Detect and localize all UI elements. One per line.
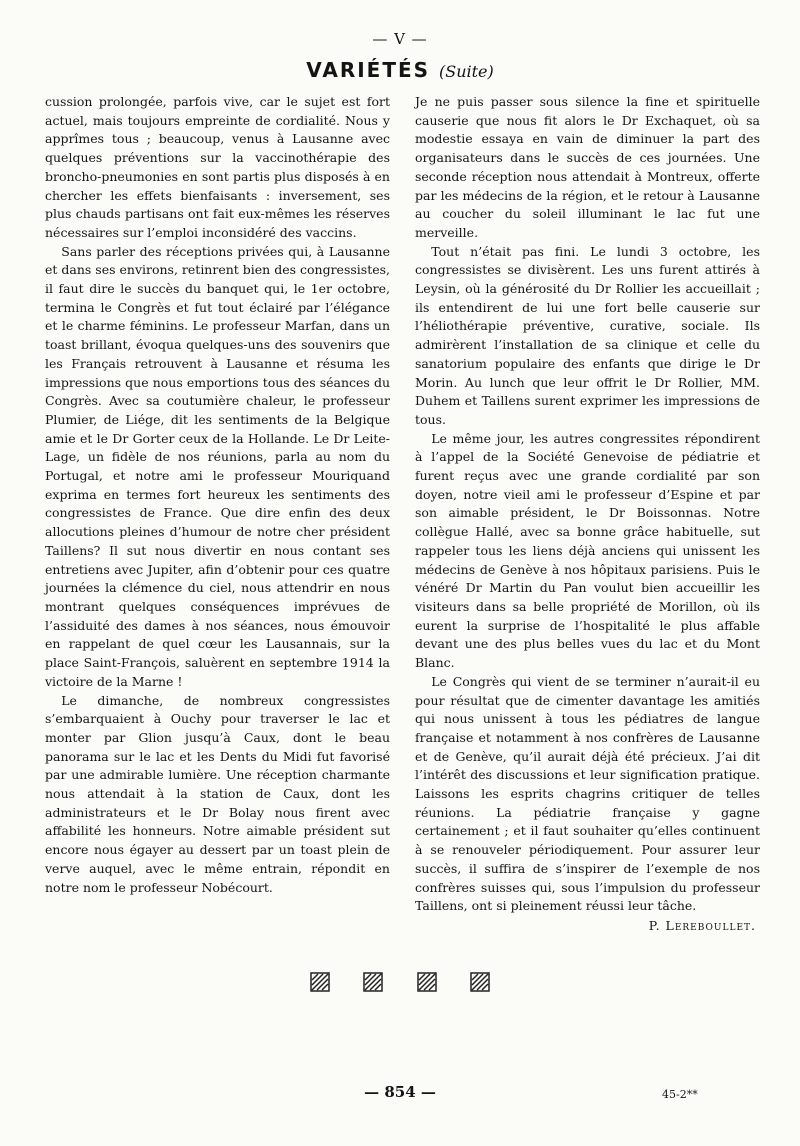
paragraph: Sans parler des réceptions privées qui, à Lausanne et dans ses environs, retinrent bien des congressistes, il faut dire le succès du banquet qui, le 1er octobre, termina le Congrès et fut tout éclairé par l’élégance et le charme féminins. Le professeur Marfan, dans un toast brillant, évoqua quelques-uns des souvenirs que les Français retrouvent à Lausanne et résuma les impressions que nous emportions tous des séances du Congrès. Avec sa coutumière chaleur, le professeur Plumier, de Liége, dit les sentiments de la Belgique amie et le Dr Gorter ceux de la Hollande. Le Dr Leite-Lage, un fidèle de nos réunions, parla au nom du Portugal, et notre ami le professeur Mouriquand exprima en termes fort heureux les sentiments des congressistes de France. Que dire enfin des deux allocutions pleines d’humour de notre cher président Taillens? Il sut nous divertir en nous contant ses entretiens avec Jupiter, afin d’obtenir pour ces quatre journées la clémence du ciel, nous attendrir en nous montrant quelques conséquences imprévues de l’assiduité des dames à nos séances, nous émouvoir en rappelant de quel cœur les Lausannais, sur la place Saint-François, saluèrent en septembre 1914 la victoire de la Marne !: [45, 243, 390, 689]
section-title: [0, 58, 800, 82]
page-folio: — 854 —: [364, 1083, 436, 1101]
ornament-icon: [470, 972, 490, 992]
print-signature-mark: 45-2**: [662, 1088, 698, 1101]
paragraph: cussion prolongée, parfois vive, car le sujet est fort actuel, mais toujours empreinte de cordialité. Nous y apprîmes tous ; beaucoup, venus à Lausanne avec quelques préventions sur la vaccinothérapie des broncho-pneumonies en sont partis plus disposés à en chercher les effets bienfaisants : inversement, ses plus chauds partisans ont fait eux-mêmes les réserves nécessaires sur l’emploi inconsidéré des vaccins.: [45, 94, 390, 240]
author-signature: P. Lereboullet.: [648, 917, 756, 933]
section-title-text: VARIÉTÉS: [306, 58, 431, 82]
paragraph: Le même jour, les autres congressites répondirent à l’appel de la Société Genevoise de pédiatrie et furent reçus avec une grande cordialité par son doyen, notre vieil ami le professeur d’Espine et par son aimable président, le Dr Boissonnas. Notre collègue Hallé, avec sa bonne grâce habituelle, sut rappeler tous les liens déjà anciens qui unissent les médecins de Genève à nos hôpitaux parisiens. Puis le vénéré Dr Martin du Pan voulut bien accueillir les visiteurs dans sa belle propriété de Morillon, où ils eurent la surprise de l’hospitalité le plus affable devant une des plus belles vues du lac et du Mont Blanc.: [415, 430, 760, 671]
ornament-icon: [363, 972, 383, 992]
header-page-number: — V —: [372, 30, 428, 48]
paragraph: Je ne puis passer sous silence la fine et spirituelle causerie que nous fit alors le Dr Exchaquet, où sa modestie essaya en vain de diminuer la part des organisateurs dans le succès de ces journées. Une seconde réception nous attendait à Montreux, offerte par les médecins de la région, et le retour à Lausanne au coucher du soleil illuminant le lac fut une merveille.: [415, 94, 760, 240]
paragraph: Tout n’était pas fini. Le lundi 3 octobre, les congressistes se divisèrent. Les uns furent attirés à Leysin, où la générosité du Dr Rollier les accueillait ; ils entendirent de lui une fort belle causerie sur l’héliothérapie préventive, curative, sociale. Ils admirèrent l’installation de sa clinique et celle du sanatorium populaire des enfants que dirige le Dr Morin. Au lunch que leur offrit le Dr Rollier, MM. Duhem et Taillens surent exprimer les impressions de tous.: [415, 243, 760, 427]
ornament-icon: [417, 972, 437, 992]
section-title-suffix: (Suite): [439, 62, 494, 81]
ornament-row: [310, 972, 490, 992]
left-column: [45, 93, 390, 897]
paragraph: Le Congrès qui vient de se terminer n’aurait-il eu pour résultat que de cimenter davantage les amitiés qui nous unissent à tous les pédiatres de langue française et notamment à nos confrères de Lausanne et de Genève, qu’il aurait déjà été précieux. J’ai dit l’intérêt des discussions et leur signification pratique. Laissons les esprits chagrins critiquer de telles réunions. La pédiatrie française y gagne certainement ; et il faut souhaiter qu’elles continuent à se renouveler périodiquement. Pour assurer leur succès, il suffira de s’inspirer de l’exemple de nos confrères suisses qui, sous l’impulsion du professeur Taillens, ont si pleinement réussi leur tâche.: [415, 673, 760, 914]
ornament-icon: [310, 972, 330, 992]
paragraph: Le dimanche, de nombreux congressistes s’embarquaient à Ouchy pour traverser le lac et monter par Glion jusqu’à Caux, dont le beau panorama sur le lac et les Dents du Midi fut favorisé par une admirable lumière. Une réception charmante nous attendait à la station de Caux, dont les administrateurs et le Dr Bolay nous firent avec affabilité les honneurs. Notre aimable président sut encore nous égayer au dessert par un toast plein de verve auquel, avec le même entrain, répondit en notre nom le professeur Nobécourt.: [45, 692, 390, 895]
right-column: [415, 93, 760, 936]
